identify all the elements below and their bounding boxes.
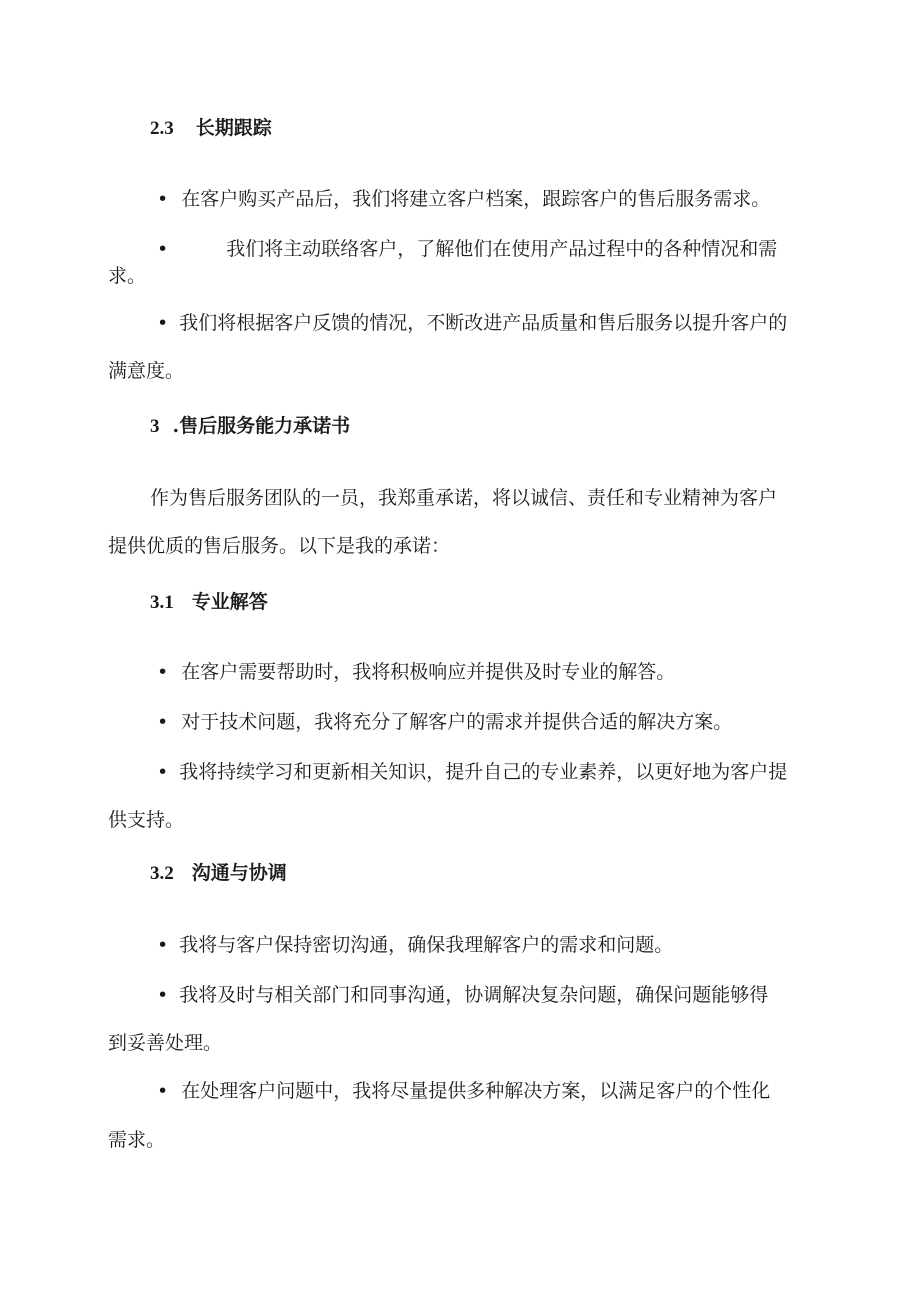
intro-paragraph-line2 [108, 534, 450, 558]
section-title: 长期跟踪 [195, 117, 272, 139]
paragraph-text: 提供优质的售后服务。以下是我的承诺： [108, 535, 451, 557]
list-item [157, 660, 675, 684]
bullet: • [157, 238, 169, 260]
section-number: 3.2 [150, 863, 174, 884]
section-heading-2-3 [150, 116, 272, 141]
section-number: 3 [150, 416, 160, 437]
list-item-text-line2: 满意度。 [108, 360, 185, 382]
list-item-text-line1: 在处理客户问题中，我将尽量提供多种解决方案，以满足客户的个性化 [181, 1080, 771, 1102]
list-item-continuation [108, 359, 184, 383]
section-heading-3 [150, 414, 350, 439]
bullet: • [157, 188, 169, 210]
bullet: • [157, 661, 169, 683]
intro-paragraph-line1 [150, 486, 777, 510]
list-item [157, 983, 768, 1007]
section-number: 3.1 [150, 592, 174, 613]
list-item-continuation [108, 1128, 165, 1152]
list-item [157, 187, 770, 211]
bullet: • [157, 312, 169, 334]
section-title: 专业解答 [191, 591, 268, 613]
list-item-text-line1: 我将及时与相关部门和同事沟通，协调解决复杂问题，确保问题能够得 [179, 984, 769, 1006]
list-item-text-line1: 我将持续学习和更新相关知识，提升自己的专业素养，以更好地为客户提 [179, 761, 788, 783]
section-title: 沟通与协调 [191, 862, 287, 884]
bullet: • [157, 761, 169, 783]
list-item [157, 1079, 770, 1103]
list-item-text: 在客户购买产品后，我们将建立客户档案，跟踪客户的售后服务需求。 [181, 188, 771, 210]
list-item-text: 对于技术问题，我将充分了解客户的需求并提供合适的解决方案。 [181, 711, 733, 733]
list-item [157, 760, 787, 784]
bullet: • [157, 1080, 169, 1102]
list-item-text-line1: 我们将根据客户反馈的情况，不断改进产品质量和售后服务以提升客户的 [179, 312, 788, 334]
list-item-text-line2: 供支持。 [108, 809, 185, 831]
list-item [157, 311, 787, 335]
section-number: 2.3 [150, 118, 174, 139]
section-heading-3-1 [150, 590, 268, 615]
list-item-continuation [108, 264, 146, 288]
bullet: • [157, 934, 169, 956]
list-item-text: 在客户需要帮助时，我将积极响应并提供及时专业的解答。 [181, 661, 676, 683]
bullet: • [157, 711, 169, 733]
list-item [157, 237, 777, 261]
section-title: .售后服务能力承诺书 [172, 415, 351, 437]
list-item-text-line1: 我们将主动联络客户，了解他们在使用产品过程中的各种情况和需 [226, 238, 778, 260]
section-heading-3-2 [150, 861, 287, 886]
list-item-continuation [108, 808, 184, 832]
list-item-text-line2: 到妥善处理。 [108, 1032, 223, 1054]
list-item [157, 710, 732, 734]
list-item-text: 我将与客户保持密切沟通，确保我理解客户的需求和问题。 [179, 934, 674, 956]
list-item-continuation [108, 1031, 222, 1055]
list-item-text-line2: 需求。 [108, 1129, 166, 1151]
list-item-text-line2: 求。 [108, 265, 147, 287]
list-item [157, 933, 673, 957]
bullet: • [157, 984, 169, 1006]
paragraph-text: 作为售后服务团队的一员，我郑重承诺，将以诚信、责任和专业精神为客户 [150, 487, 778, 509]
